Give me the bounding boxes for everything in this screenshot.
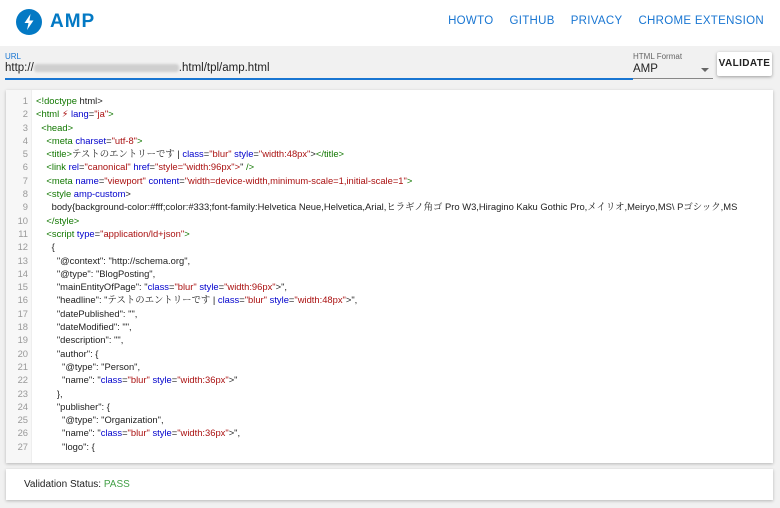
line-number: 18 <box>17 321 28 333</box>
code-text: body{background-color:#fff;color:#333;font-family:Helvetica Neue,Helvetica,Arial,ヒラギノ角ゴ Pro W3,Hiragino Kaku Gothic Pro,メイリオ,Meiryo,MS\ Pゴシック,MS <box>36 201 738 213</box>
code-text: <!doctype html> <box>36 95 103 106</box>
redacted-url-host <box>34 64 179 72</box>
line-number: 7 <box>22 174 28 186</box>
amp-logo-icon[interactable] <box>16 9 42 35</box>
code-line <box>6 400 773 413</box>
code-line <box>6 347 773 360</box>
code-text: <head> <box>41 121 74 133</box>
code-text: <meta name="viewport" content="width=device-width,minimum-scale=1,initial-scale=1"> <box>46 174 413 186</box>
line-number: 16 <box>17 294 28 306</box>
line-number: 26 <box>17 427 28 439</box>
line-number: 21 <box>17 360 28 372</box>
line-number: 14 <box>17 267 28 279</box>
code-text: <html ⚡ lang="ja"> <box>36 108 114 120</box>
code-line <box>6 214 773 227</box>
code-text: "@type": "Organization", <box>36 414 164 426</box>
line-number: 10 <box>17 214 28 226</box>
code-text: "publisher": { <box>36 400 110 412</box>
code-line <box>6 307 773 320</box>
app-title[interactable]: AMP <box>50 11 96 32</box>
code-line <box>6 267 773 280</box>
url-suffix: .html/tpl/amp.html <box>178 62 270 74</box>
code-text: "dateModified": "", <box>36 321 132 333</box>
line-number: 4 <box>22 134 28 146</box>
code-text: { <box>36 241 55 253</box>
code-text: "datePublished": "", <box>36 307 138 319</box>
code-line <box>6 240 773 253</box>
code-editor[interactable] <box>6 90 773 463</box>
line-number: 6 <box>22 161 28 173</box>
html-format-label: HTML Format <box>633 52 683 61</box>
code-line <box>6 373 773 386</box>
code-text: "name": "class="blur" style="width:36px">" <box>36 374 238 386</box>
validation-status-value: PASS <box>103 479 130 490</box>
code-line <box>6 387 773 400</box>
validation-status-label: Validation Status: <box>24 479 102 490</box>
code-line <box>6 293 773 306</box>
line-number: 13 <box>17 254 28 266</box>
code-text: <meta charset="utf-8"> <box>46 134 143 146</box>
code-line <box>6 94 773 107</box>
code-line <box>6 147 773 160</box>
lightning-bolt-icon <box>16 9 42 35</box>
code-text: "author": { <box>36 347 99 359</box>
code-line <box>6 280 773 293</box>
line-number: 11 <box>18 227 28 239</box>
html-format-value: AMP <box>633 63 658 75</box>
nav-link-privacy[interactable]: PRIVACY <box>570 15 623 27</box>
line-number: 5 <box>22 148 28 160</box>
code-lines <box>6 94 773 453</box>
line-number: 3 <box>22 121 28 133</box>
line-number: 20 <box>17 347 28 359</box>
code-line <box>6 187 773 200</box>
line-number: 23 <box>17 387 28 399</box>
line-number: 25 <box>17 414 28 426</box>
code-line <box>6 254 773 267</box>
code-text: "logo": { <box>36 440 95 452</box>
code-text: </style> <box>46 214 80 226</box>
code-text: "@type": "BlogPosting", <box>36 267 156 279</box>
url-input-underline <box>5 78 633 80</box>
code-line <box>6 107 773 120</box>
top-nav <box>448 15 764 27</box>
code-text: <script type="application/ld+json"> <box>46 227 190 239</box>
dropdown-arrow-icon <box>701 68 709 72</box>
validate-button[interactable]: VALIDATE <box>717 52 772 76</box>
line-number: 8 <box>22 188 28 200</box>
code-line <box>6 413 773 426</box>
code-line <box>6 160 773 173</box>
line-number: 19 <box>17 334 28 346</box>
line-number: 27 <box>17 440 28 452</box>
code-line <box>6 360 773 373</box>
line-number: 17 <box>17 307 28 319</box>
code-line <box>6 333 773 346</box>
code-text: "mainEntityOfPage": "class="blur" style="width:96px">", <box>36 281 288 293</box>
code-line <box>6 227 773 240</box>
code-text: "name": "class="blur" style="width:36px">", <box>36 427 241 439</box>
validation-status-text <box>24 479 130 490</box>
nav-link-github[interactable]: GITHUB <box>509 15 555 27</box>
code-line <box>6 200 773 213</box>
code-line <box>6 426 773 439</box>
line-number: 24 <box>17 400 28 412</box>
code-text: "headline": "テストのエントリーです | class="blur" style="width:48px">", <box>36 294 358 306</box>
url-prefix: http:// <box>5 62 34 74</box>
url-label: URL <box>5 52 22 61</box>
code-line <box>6 134 773 147</box>
code-line <box>6 121 773 134</box>
line-number: 15 <box>17 281 28 293</box>
url-input[interactable] <box>5 62 633 78</box>
code-line <box>6 440 773 453</box>
code-text: "description": "", <box>36 334 124 346</box>
code-text: <title>テストのエントリーです | class="blur" style="width:48px"></title> <box>46 148 345 160</box>
code-text: <link rel="canonical" href="style="width:96px">" /> <box>46 161 255 173</box>
code-line <box>6 320 773 333</box>
line-number: 12 <box>17 241 28 253</box>
line-number: 9 <box>22 201 28 213</box>
nav-link-chrome-extension[interactable]: CHROME EXTENSION <box>638 15 764 27</box>
nav-link-howto[interactable]: HOWTO <box>448 15 494 27</box>
line-number: 22 <box>17 374 28 386</box>
html-format-select[interactable] <box>633 63 713 79</box>
code-text: <style amp-custom> <box>46 188 131 200</box>
code-line <box>6 174 773 187</box>
code-text: }, <box>36 387 63 399</box>
line-number: 2 <box>22 108 28 120</box>
app-header <box>0 0 780 46</box>
code-text: "@context": "http://schema.org", <box>36 254 191 266</box>
validation-status-bar <box>6 469 773 500</box>
line-number: 1 <box>22 95 28 106</box>
code-text: "@type": "Person", <box>36 360 141 372</box>
